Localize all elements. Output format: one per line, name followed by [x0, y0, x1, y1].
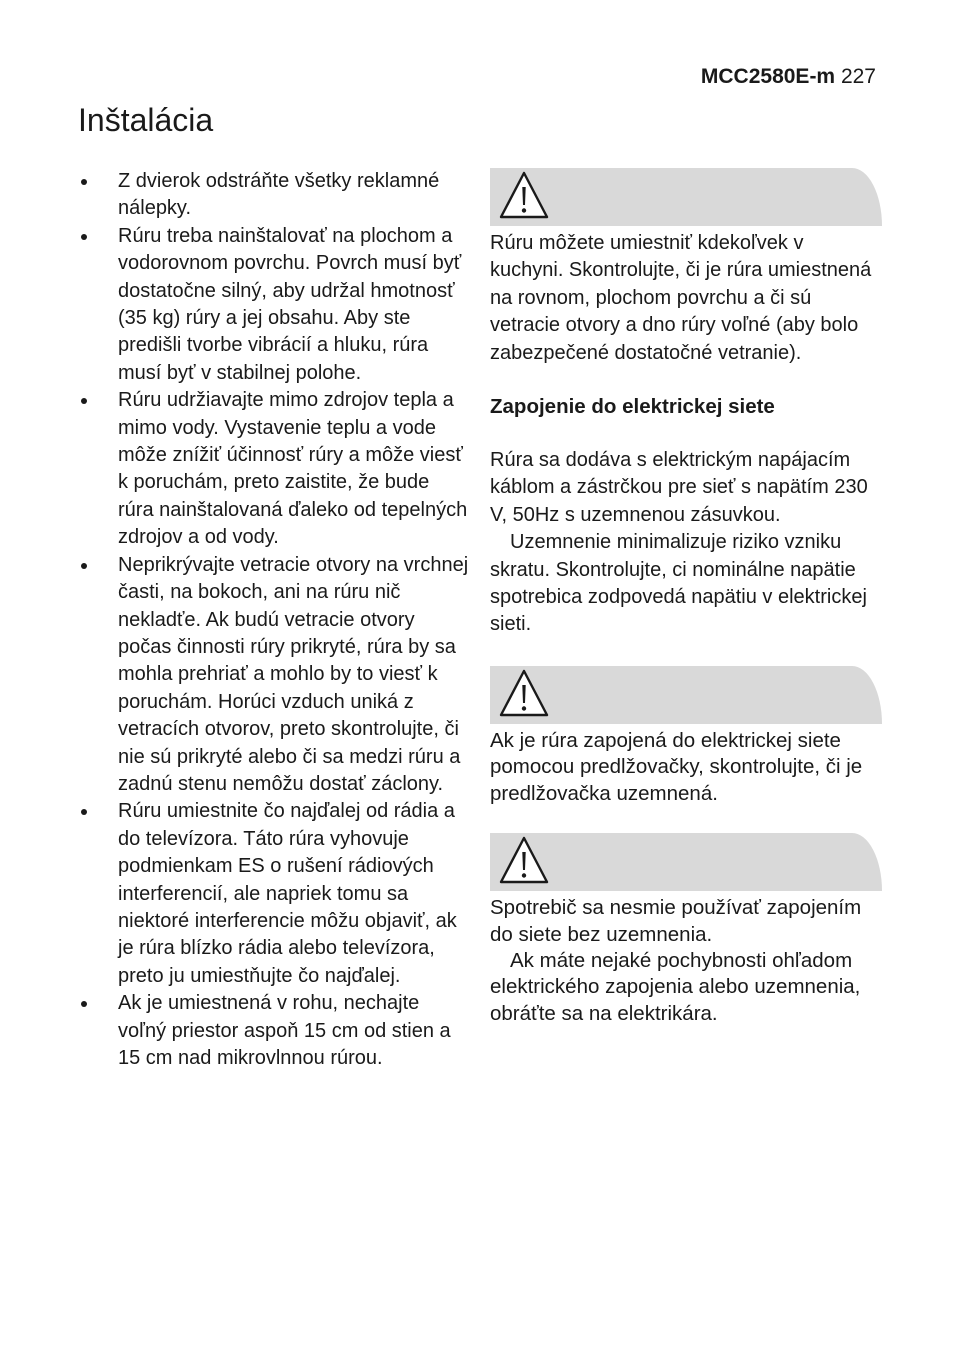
- bullet-icon: [81, 563, 87, 569]
- list-item: Z dvierok odstráňte všetky reklamné nálepky.: [78, 168, 470, 223]
- bullet-icon: [81, 234, 87, 240]
- warning-ground-contact-text: Ak máte nejaké pochybnosti ohľadom elektrického zapojenia alebo uzemnenia, obráťte sa na elektrikára.: [490, 948, 861, 1025]
- list-item: Rúru udržiavajte mimo zdrojov tepla a mimo vody. Vystavenie teplu a vode môže znížiť účinnosť rúry a môže viesť k poruchám, preto zaistite, že bude rúra nainštalovaná ďaleko od tepelných zdrojov a od vody.: [78, 387, 470, 551]
- grounding-text: Uzemnenie minimalizuje riziko vzniku skratu. Skontrolujte, ci nominálne napätie spotrebica zodpovedá napätiu v elektrickej sieti.: [490, 531, 867, 636]
- list-item: Rúru treba nainštalovať na plochom a vodorovnom povrchu. Povrch musí byť dostatočne silný, aby udržal hmotnosť (35 kg) rúry a jej obsahu. Aby ste predišli tvorbe vibrácií a hluku, rúra musí byť v stabilnej polohe.: [78, 223, 470, 387]
- warning-triangle-icon: [498, 667, 550, 721]
- warning-ground-text: Spotrebič sa nesmie používať zapojením do siete bez uzemnenia.: [490, 896, 862, 946]
- right-column: [490, 168, 882, 1027]
- list-item: Rúru umiestnite čo najďalej od rádia a do televízora. Táto rúra vyhovuje podmienkam ES o rušení rádiových interferencií, ale napriek tomu sa niektoré interferencie môžu objaviť, ak je rúra blízko rádia alebo televízora, preto ju umiestňujte čo najďalej.: [78, 798, 470, 990]
- warning-bar: [490, 666, 882, 724]
- power-text: Rúra sa dodáva s elektrickým napájacím káblom a zástrčkou pre sieť s napätím 230 V, 50Hz s uzemnenou zásuvkou.: [490, 449, 868, 526]
- bullet-icon: [81, 398, 87, 404]
- list-item: Neprikrývajte vetracie otvory na vrchnej časti, na bokoch, ani na rúru nič nekladťe. Ak budú vetracie otvory počas činnosti rúry prikryté, rúra by sa mohla prehriať a mohlo by to viesť k poruchám. Horúci vzduch uniká z vetracích otvorov, preto skontrolujte, či nie sú prikryté alebo či sa medzi rúru a zadnú stenu nemôžu dostať záclony.: [78, 552, 470, 799]
- bullet-icon: [81, 1001, 87, 1007]
- bullet-icon: [81, 809, 87, 815]
- warning-triangle-icon: [498, 834, 550, 888]
- page-number: 227: [840, 65, 876, 88]
- warning-bar: [490, 168, 882, 226]
- warning-extension-text: Ak je rúra zapojená do elektrickej siete pomocou predlžovačky, skontrolujte, či je predlžovačka uzemnená.: [490, 728, 863, 805]
- placement-text: Rúru môžete umiestniť kdekoľvek v kuchyni. Skontrolujte, či je rúra umiestnená na rovnom, plochom povrchu a či sú vetracie otvory a dno rúry voľné (aby bolo zabezpečené dostatočné vetranie).: [490, 232, 872, 364]
- section-title: Zapojenie do elektrickej siete: [490, 395, 775, 419]
- page-title: Inštalácia: [78, 102, 214, 138]
- model-number: MCC2580E-m: [700, 65, 836, 88]
- warning-bar: [490, 833, 882, 891]
- warning-triangle-icon: [498, 169, 550, 223]
- page-header: [701, 64, 876, 90]
- installation-list: [78, 168, 470, 1072]
- bullet-icon: [81, 179, 87, 185]
- list-item: Ak je umiestnená v rohu, nechajte voľný priestor aspoň 15 cm od stien a 15 cm nad mikrovlnnou rúrou.: [78, 990, 470, 1072]
